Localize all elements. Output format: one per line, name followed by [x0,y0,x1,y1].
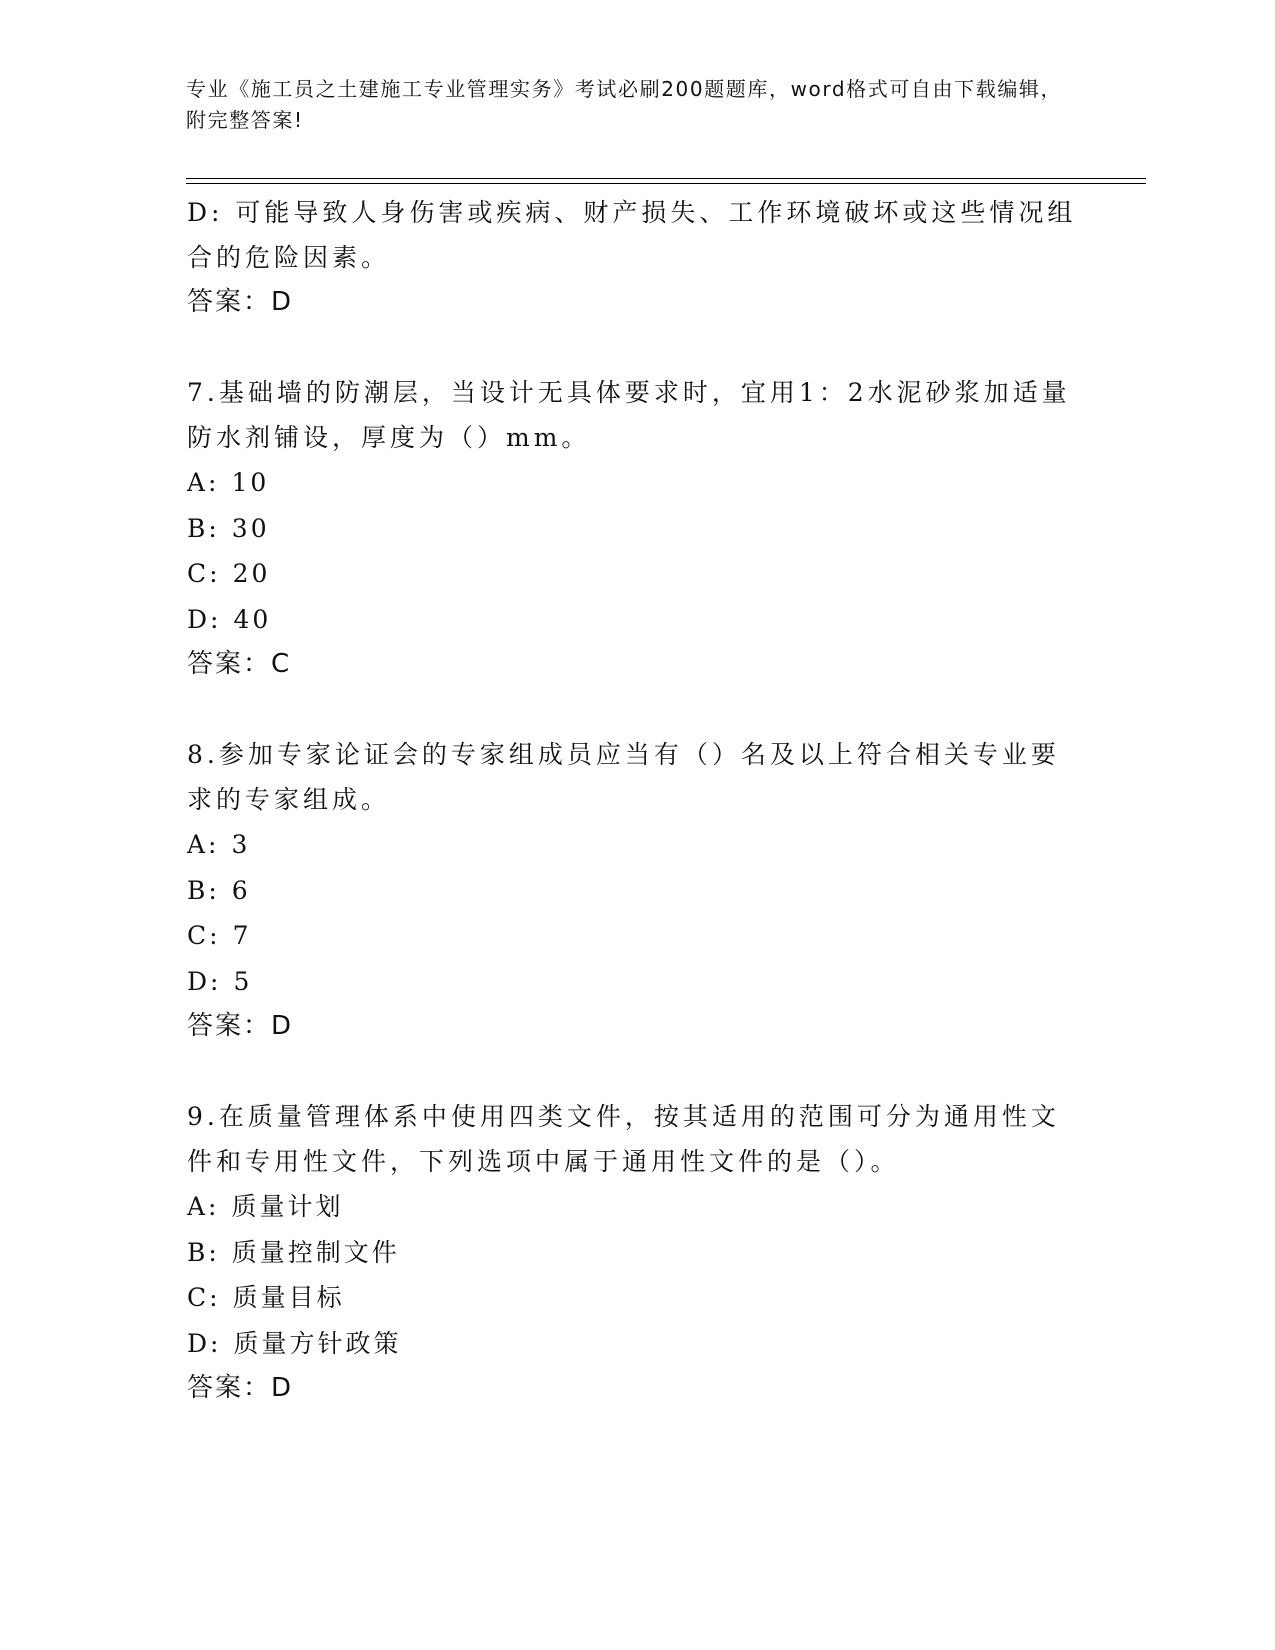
option-label: B: [187,513,220,543]
option-label: C: [187,559,221,588]
option-value: 30 [231,513,270,543]
answer-line: 答案：D [187,1373,294,1403]
option-label: A: [187,468,220,497]
question-7 [187,370,1087,687]
spacer [187,687,1087,732]
option-a [187,1184,1087,1230]
option-value: 质量控制文件 [231,1237,400,1267]
option-label: A: [187,1192,220,1221]
option-b [187,506,1087,552]
question-8 [187,732,1087,1049]
option-value: 40 [233,604,272,634]
question-text: 9.在质量管理体系中使用四类文件，按其适用的范围可分为通用性文件和专用性文件，下列选项中属于通用性文件的是（）。 [187,1102,1060,1176]
document-body [187,190,1087,1411]
option-d-text: D: 可能导致人身伤害或疾病、财产损失、工作环境破坏或这些情况组合的危险因素。 [187,198,1077,272]
option-value: 20 [232,559,271,588]
question-text: 7.基础墙的防潮层，当设计无具体要求时，宜用1：2水泥砂浆加适量防水剂铺设，厚度为（）mm。 [187,378,1071,452]
option-a [187,460,1087,506]
option-value: 质量计划 [231,1192,344,1221]
option-c [187,1275,1087,1321]
question-carryover [187,190,1087,325]
option-label: C: [187,921,221,950]
spacer [187,1049,1087,1094]
option-b [187,1230,1087,1276]
option-label: D: [187,604,222,634]
option-label: D: [187,966,222,996]
option-c [187,551,1087,597]
option-value: 质量方针政策 [233,1328,402,1358]
answer-line: 答案：D [187,1011,294,1041]
question-9 [187,1094,1087,1411]
header-rule-top [186,178,1146,179]
option-a [187,822,1087,868]
option-value: 10 [231,468,270,497]
option-value: 5 [233,966,253,996]
answer-line: 答案：C [187,649,292,679]
header-title: 专业《施工员之土建施工专业管理实务》考试必刷200题题库，word格式可自由下载编辑，附完整答案! [186,77,1063,132]
option-d [187,1321,1087,1367]
option-value: 6 [231,875,251,905]
option-d [187,959,1087,1005]
option-value: 质量目标 [232,1283,345,1312]
document-header [186,74,1066,136]
option-b [187,868,1087,914]
spacer [187,325,1087,370]
option-value: 7 [232,921,252,950]
option-label: C: [187,1283,221,1312]
option-label: A: [187,830,220,859]
option-label: D: [187,1328,222,1358]
header-rule-bottom [186,183,1146,184]
question-text: 8.参加专家论证会的专家组成员应当有（）名及以上符合相关专业要求的专家组成。 [187,740,1060,814]
option-c [187,913,1087,959]
option-d [187,597,1087,643]
option-label: B: [187,1237,220,1267]
option-value: 3 [231,830,251,859]
answer-line: 答案：D [187,287,294,317]
option-label: B: [187,875,220,905]
